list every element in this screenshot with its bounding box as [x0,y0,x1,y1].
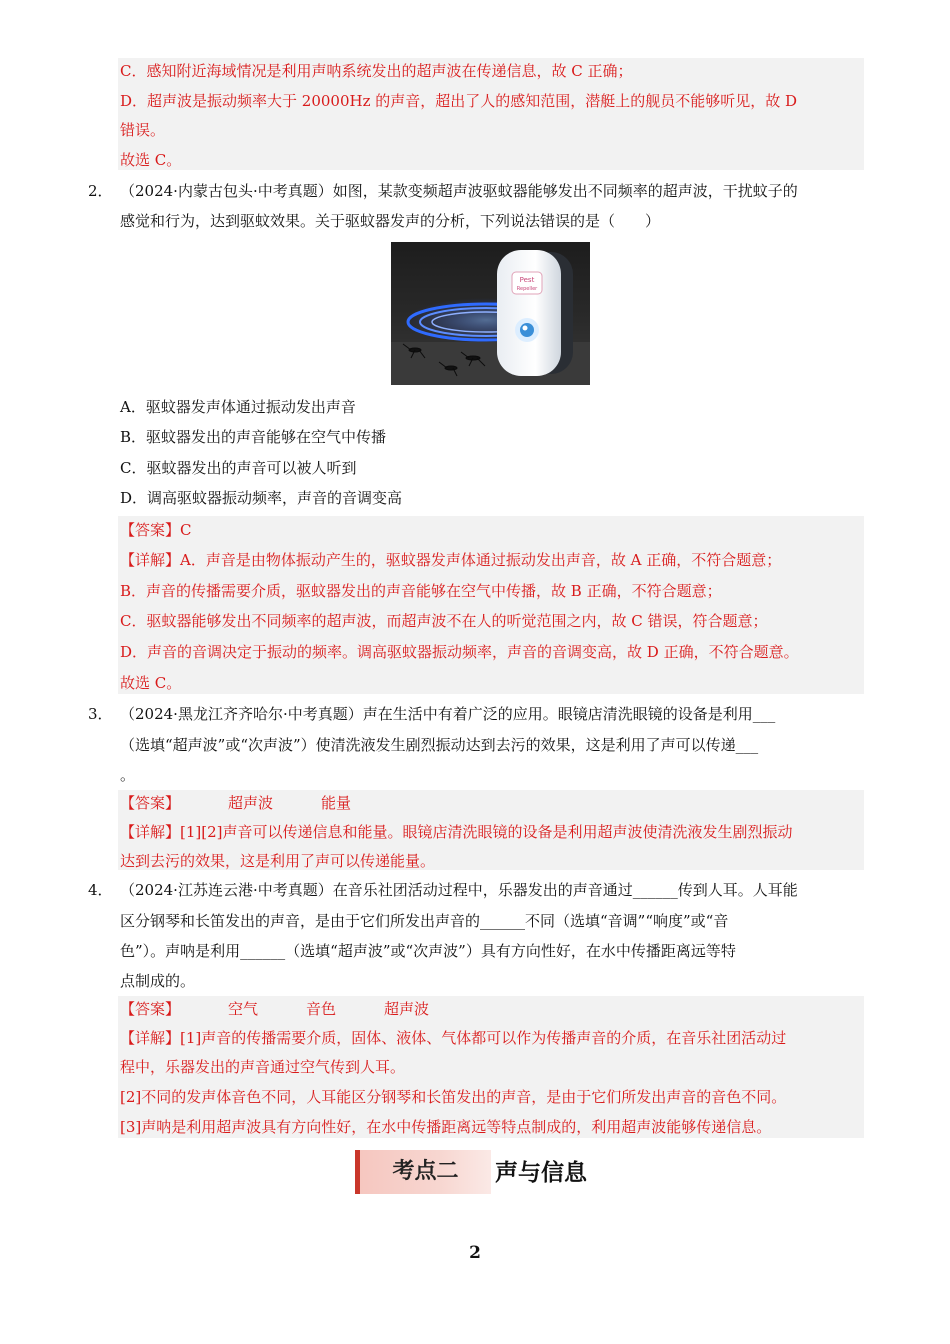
pest-repeller-photo [391,242,590,385]
answer-line: C．驱蚊器能够发出不同频率的超声波，而超声波不在人的听觉范围之内，故 C 错误，符合题意； [120,612,768,630]
answer-blank-1: 空气 [228,1000,259,1018]
detail-line: [2]不同的发声体音色不同，人耳能区分钢琴和长笛发出的声音，是由于它们所发出声音的音色不同。 [120,1088,787,1106]
detail-line: [3]声呐是利用超声波具有方向性好，在水中传播距离远等特点制成的，利用超声波能够传递信息。 [120,1118,772,1136]
answer-row [120,793,864,813]
answer-blank-2: 能量 [321,794,352,812]
answer-line: 【详解】A．声音是由物体振动产生的，驱蚊器发声体通过振动发出声音，故 A 正确，不符合题意； [120,551,782,569]
answer-blank-3: 超声波 [384,1000,430,1018]
detail-line: 程中，乐器发出的声音通过空气传到人耳。 [120,1058,406,1076]
question-text: 感觉和行为，达到驱蚊效果。关于驱蚊器发声的分析，下列说法错误的是（ ） [120,212,661,230]
option-b: B．驱蚊器发出的声音能够在空气中传播 [120,428,387,446]
answer-label: 【答案】 [120,1000,181,1018]
section-tag: 考点二 [355,1150,491,1194]
answer-line: C．感知附近海域情况是利用声呐系统发出的超声波在传递信息，故 C 正确； [120,62,633,80]
question-text: 点制成的。 [120,972,196,990]
answer-blank-1: 超声波 [228,794,274,812]
pest-repeller-illustration [391,242,590,385]
answer-blank-2: 音色 [306,1000,337,1018]
question-text: （2024·内蒙古包头·中考真题）如图，某款变频超声波驱蚊器能够发出不同频率的超声波，干扰蚊子的 [120,182,798,200]
question-text: （2024·江苏连云港·中考真题）在音乐社团活动过程中，乐器发出的声音通过______传到人耳。人耳能 [120,881,798,899]
answer-row [120,999,864,1019]
answer-line: 错误。 [120,121,166,139]
question-text: 色”）。声呐是利用______（选填“超声波”或“次声波”）具有方向性好，在水中传播距离远等特 [120,942,736,960]
option-d: D．调高驱蚊器振动频率，声音的音调变高 [120,489,403,507]
answer-box-q2 [118,516,864,694]
question-text: （2024·黑龙江齐齐哈尔·中考真题）声在生活中有着广泛的应用。眼镜店清洗眼镜的设备是利用___ [120,705,776,723]
question-number: 2． [88,182,113,200]
section-title: 声与信息 [495,1160,587,1186]
repeller-label: Pest [519,276,535,284]
question-number: 3． [88,705,113,723]
answer-line: D．声音的音调决定于振动的频率。调高驱蚊器振动频率，声音的音调变高，故 D 正确，不符合题意。 [120,643,799,661]
answer-line: D．超声波是振动频率大于 20000Hz 的声音，超出了人的感知范围，潜艇上的舰员不能够听见，故 D [120,92,798,110]
answer-line: 【答案】C [120,521,192,539]
answer-line: B．声音的传播需要介质，驱蚊器发出的声音能够在空气中传播，故 B 正确，不符合题意； [120,582,722,600]
question-text: （选填“超声波”或“次声波”）使清洗液发生剧烈振动达到去污的效果，这是利用了声可以传递___ [120,736,759,754]
question-number: 4． [88,881,113,899]
question-text: 区分钢琴和长笛发出的声音，是由于它们所发出声音的______不同（选填“音调”“响度”或“音 [120,912,729,930]
detail-line: 达到去污的效果，这是利用了声可以传递能量。 [120,852,436,870]
detail-line: 【详解】[1][2]声音可以传递信息和能量。眼镜店清洗眼镜的设备是利用超声波使清洗液发生剧烈振动 [120,823,793,841]
question-text: 。 [120,766,136,784]
svg-text:Repeller: Repeller [516,286,538,292]
answer-line: 故选 C。 [120,674,182,692]
answer-line: 故选 C。 [120,151,182,169]
detail-line: 【详解】[1]声音的传播需要介质，固体、液体、气体都可以作为传播声音的介质，在音乐社团活动过 [120,1029,787,1047]
page-number: 2 [469,1243,481,1263]
option-a: A．驱蚊器发声体通过振动发出声音 [120,398,356,416]
option-c: C．驱蚊器发出的声音可以被人听到 [120,459,357,477]
answer-label: 【答案】 [120,794,181,812]
